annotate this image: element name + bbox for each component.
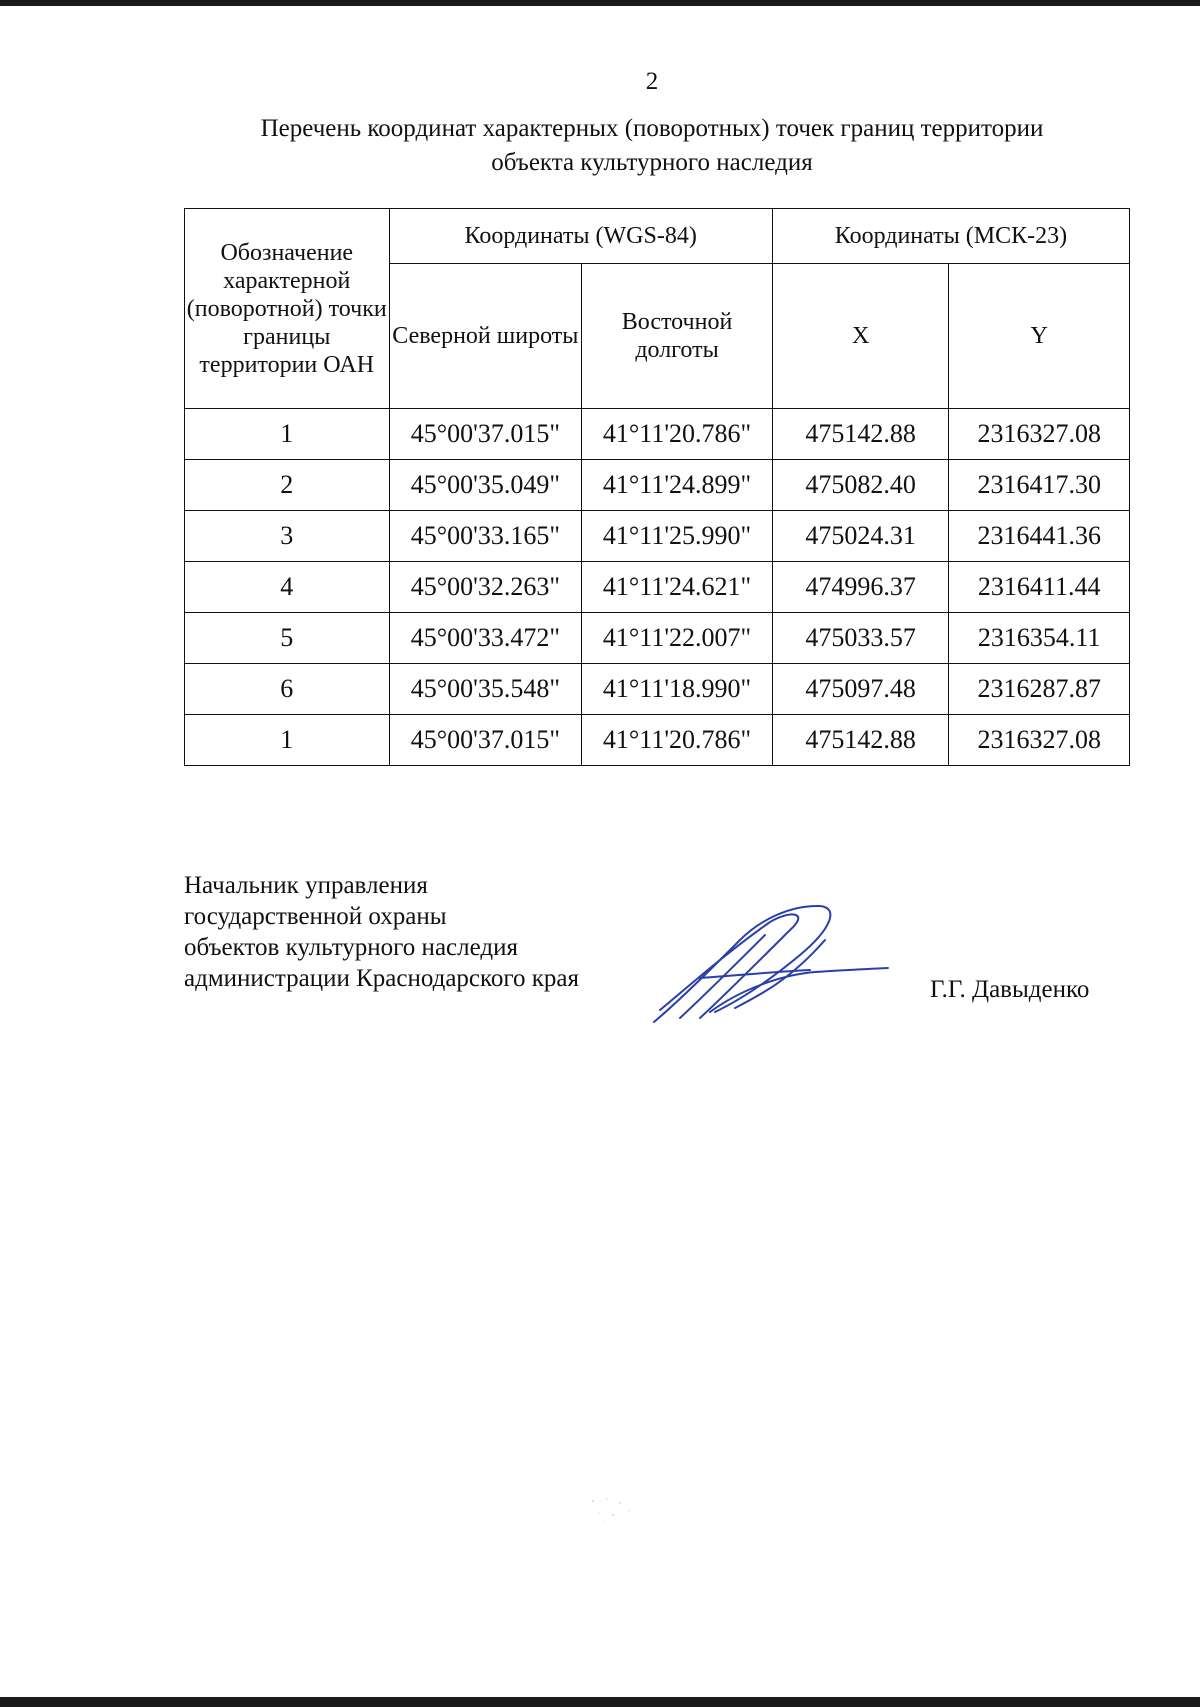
signer-position-line: Начальник управления xyxy=(184,872,428,899)
cell-latitude: 45°00'32.263" xyxy=(389,562,582,613)
cell-longitude: 41°11'20.786" xyxy=(582,715,773,766)
table-row xyxy=(185,460,1130,511)
header-msk23-group: Координаты (МСК-23) xyxy=(772,209,1129,264)
coordinates-table xyxy=(184,208,1130,766)
cell-longitude: 41°11'18.990" xyxy=(582,664,773,715)
cell-x: 474996.37 xyxy=(772,562,949,613)
table-row xyxy=(185,562,1130,613)
table-row xyxy=(185,613,1130,664)
header-longitude: Восточной долготы xyxy=(582,264,773,409)
signer-position-line: государственной охраны xyxy=(184,903,447,930)
cell-latitude: 45°00'33.165" xyxy=(389,511,582,562)
signer-position xyxy=(184,870,579,994)
table-row xyxy=(185,409,1130,460)
cell-y: 2316417.30 xyxy=(949,460,1130,511)
handwritten-signature xyxy=(640,900,890,1030)
cell-y: 2316354.11 xyxy=(949,613,1130,664)
cell-x: 475097.48 xyxy=(772,664,949,715)
scan-edge-top xyxy=(0,0,1200,6)
header-x: X xyxy=(772,264,949,409)
cell-latitude: 45°00'35.049" xyxy=(389,460,582,511)
cell-latitude: 45°00'33.472" xyxy=(389,613,582,664)
cell-x: 475142.88 xyxy=(772,715,949,766)
table-row xyxy=(185,715,1130,766)
cell-y: 2316327.08 xyxy=(949,409,1130,460)
signer-name: Г.Г. Давыденко xyxy=(930,976,1090,1003)
cell-latitude: 45°00'37.015" xyxy=(389,409,582,460)
cell-point: 2 xyxy=(185,460,390,511)
cell-longitude: 41°11'20.786" xyxy=(582,409,773,460)
table-row xyxy=(185,664,1130,715)
cell-x: 475033.57 xyxy=(772,613,949,664)
cell-point: 1 xyxy=(185,715,390,766)
coordinates-table-body xyxy=(185,409,1130,766)
cell-point: 6 xyxy=(185,664,390,715)
cell-point: 3 xyxy=(185,511,390,562)
header-point-designation: Обозначение характерной (поворотной) точки границы территории ОАН xyxy=(185,209,390,409)
cell-y: 2316327.08 xyxy=(949,715,1130,766)
header-latitude: Северной широты xyxy=(389,264,582,409)
cell-point: 5 xyxy=(185,613,390,664)
scan-noise xyxy=(585,1495,645,1525)
cell-longitude: 41°11'24.899" xyxy=(582,460,773,511)
cell-y: 2316441.36 xyxy=(949,511,1130,562)
cell-longitude: 41°11'25.990" xyxy=(582,511,773,562)
cell-x: 475024.31 xyxy=(772,511,949,562)
cell-latitude: 45°00'35.548" xyxy=(389,664,582,715)
cell-y: 2316287.87 xyxy=(949,664,1130,715)
document-title-line-2: объекта культурного наследия xyxy=(491,149,813,176)
document-title-line-1: Перечень координат характерных (поворотных) точек границ территории xyxy=(260,115,1044,142)
table-row xyxy=(185,511,1130,562)
cell-x: 475082.40 xyxy=(772,460,949,511)
cell-x: 475142.88 xyxy=(772,409,949,460)
header-wgs84-group: Координаты (WGS-84) xyxy=(389,209,772,264)
cell-y: 2316411.44 xyxy=(949,562,1130,613)
cell-point: 4 xyxy=(185,562,390,613)
scan-edge-bottom xyxy=(0,1697,1200,1707)
header-y: Y xyxy=(949,264,1130,409)
signer-position-line: объектов культурного наследия xyxy=(184,934,518,961)
cell-longitude: 41°11'24.621" xyxy=(582,562,773,613)
cell-longitude: 41°11'22.007" xyxy=(582,613,773,664)
document-title xyxy=(200,112,1104,180)
signer-position-line: администрации Краснодарского края xyxy=(184,965,580,992)
cell-latitude: 45°00'37.015" xyxy=(389,715,582,766)
page-number: 2 xyxy=(645,68,659,95)
cell-point: 1 xyxy=(185,409,390,460)
